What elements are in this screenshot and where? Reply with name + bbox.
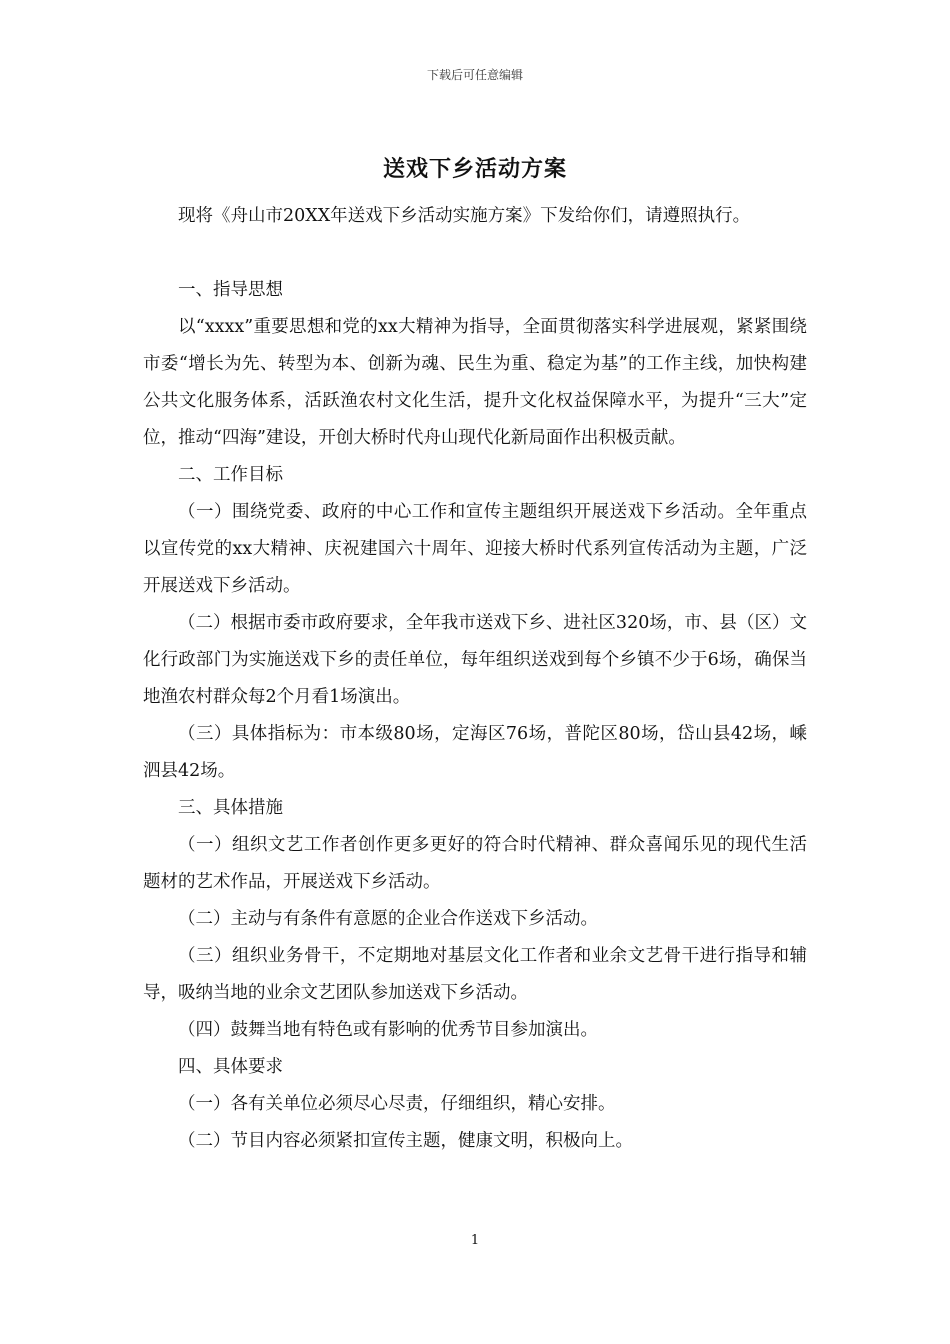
document-title: 送戏下乡活动方案 — [382, 157, 567, 182]
section-paragraph: （三）组织业务骨干，不定期地对基层文化工作者和业余文艺骨干进行指导和辅导，吸纳当地的业余文艺团队参加送戏下乡活动。 — [143, 946, 807, 1003]
section-paragraph: （四）鼓舞当地有特色或有影响的优秀节目参加演出。 — [178, 1020, 598, 1040]
section-heading-guiding-ideology: 一、指导思想 — [178, 280, 283, 300]
intro-paragraph: 现将《舟山市20XX年送戏下乡活动实施方案》下发给你们，请遵照执行。 — [178, 206, 751, 226]
document-body — [143, 198, 807, 1160]
section-paragraph: 以“xxxx”重要思想和党的xx大精神为指导，全面贯彻落实科学进展观，紧紧围绕市委“增长为先、转型为本、创新为魂、民生为重、稳定为基”的工作主线，加快构建公共文化服务体系，活跃渔农村文化生活，提升文化权益保障水平，为提升“三大”定位，推动“四海”建设，开创大桥时代舟山现代化新局面作出积极贡献。 — [143, 317, 807, 448]
section-paragraph: （二）节目内容必须紧扣宣传主题，健康文明，积极向上。 — [178, 1131, 633, 1151]
page-number: 1 — [470, 1233, 480, 1248]
section-heading-specific-measures: 三、具体措施 — [178, 798, 283, 818]
section-heading-work-goals: 二、工作目标 — [178, 465, 283, 485]
section-paragraph: （二）根据市委市政府要求，全年我市送戏下乡、进社区320场，市、县（区）文化行政部门为实施送戏下乡的责任单位，每年组织送戏到每个乡镇不少于6场，确保当地渔农村群众每2个月看1场演出。 — [143, 613, 807, 707]
section-paragraph: （三）具体指标为：市本级80场，定海区76场，普陀区80场，岱山县42场，嵊泗县42场。 — [143, 724, 807, 781]
section-heading-specific-requirements: 四、具体要求 — [178, 1057, 283, 1077]
section-paragraph: （一）围绕党委、政府的中心工作和宣传主题组织开展送戏下乡活动。全年重点以宣传党的xx大精神、庆祝建国六十周年、迎接大桥时代系列宣传活动为主题，广泛开展送戏下乡活动。 — [143, 502, 807, 596]
header-note: 下载后可任意编辑 — [426, 68, 523, 82]
section-paragraph: （二）主动与有条件有意愿的企业合作送戏下乡活动。 — [178, 909, 598, 929]
section-paragraph: （一）组织文艺工作者创作更多更好的符合时代精神、群众喜闻乐见的现代生活题材的艺术作品，开展送戏下乡活动。 — [143, 835, 807, 892]
section-paragraph: （一）各有关单位必须尽心尽责，仔细组织，精心安排。 — [178, 1094, 616, 1114]
